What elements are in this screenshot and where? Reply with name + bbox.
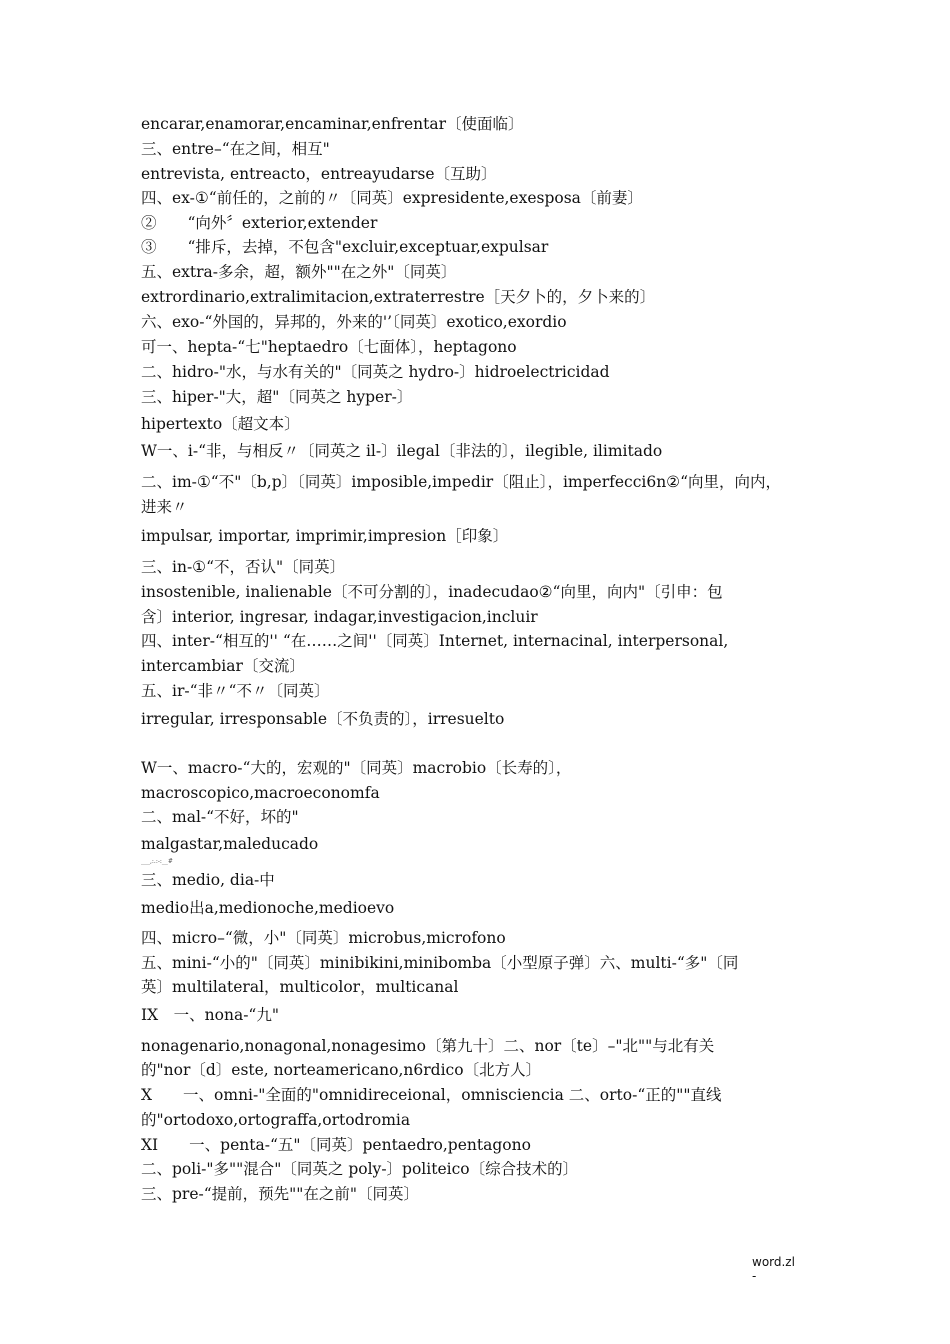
text-line: ② “向外〞exterior,extender [141,214,378,232]
text-line: 二、poli-"多""混合"〔同英之 poly-〕politeico〔综合技术的〕 [141,1160,579,1178]
text-line: 三、entre–“在之间，相互" [141,140,330,158]
text-line: impulsar, importar, imprimir,impresion［印象〕 [141,527,509,545]
text-line: insostenible, inalienable〔不可分割的〕，inadecudao②“向里，向内"〔引申：包 [141,583,723,601]
footer-line: - [752,1269,757,1283]
text-line: X 一、omni-"全面的"omnidireceional，omnisciencia 二、orto-“正的""直线 [141,1086,722,1104]
text-line: nonagenario,nonagonal,nonagesimo〔第九十〕二、nor〔te〕–"北""与北有关 [141,1037,715,1055]
text-line: 可一、hepta-“七"heptaedro〔七面体〕，heptagono [141,338,517,356]
footer-watermark [752,1255,795,1283]
text-line: 的"ortodoxo,ortograffa,ortodromia [141,1111,411,1129]
text-line: malgastar,maleducado [141,835,319,853]
text-line: medio出a,medionoche,medioevo [141,899,395,917]
text-line: 二、mal-“不好，坏的" [141,808,299,826]
text-line: 五、extra-多余，超，额外""在之外"〔同英〕 [141,263,457,281]
text-line: 六、exo-“外国的，异邦的，外来的'’〔同英〕exotico,exordio [141,313,567,331]
text-line: 四、inter-“相互的'' “在……之间''〔同英〕Internet, internacinal, interpersonal, [141,632,729,650]
text-line: 二、im-①“不"〔b,p〕〔同英〕imposible,impedir〔阻止〕，imperfecci6n②“向里，向内， [141,473,782,491]
text-line: XI 一、penta-“五"〔同英〕pentaedro,pentagono [141,1136,531,1154]
text-line: hipertexto〔超文本〕 [141,415,300,433]
text-line: 四、micro–“微，小"〔同英〕microbus,microfono [141,929,506,947]
text-line: 二、hidro-"水，与水有关的"〔同英之 hydro-〕hidroelectricidad [141,363,610,381]
footer-line: word.zl [752,1255,795,1269]
text-line: 五、mini-“小的"〔同英〕minibikini,minibomba〔小型原子弹〕六、multi-“多"〔同 [141,954,739,972]
text-line: ③ “排斥，去掉，不包含"excluir,exceptuar,expulsar [141,238,549,256]
text-line: W一、i-“非，与相反〃〔同英之 il-〕ilegal〔非法的〕，ilegible, ilimitado [141,442,663,460]
text-line: 的"nor〔d〕este, norteamericano,n6rdico〔北方人〕 [141,1061,542,1079]
text-line: extrordinario,extralimitacion,extraterrestre［天夕卜的，夕卜来的〕 [141,288,656,306]
text-line: ___,:.:-:__# [141,858,173,865]
text-line: 英〕multilateral，multicolor，multicanal [141,978,459,996]
text-line: 四、ex-①“前任的，之前的〃〔同英〕expresidente,exesposa〔前妻〕 [141,189,643,207]
text-line: 三、pre-“提前，预先""在之前"〔同英〕 [141,1185,420,1203]
text-line: macroscopico,macroeconomfa [141,784,380,802]
text-line: W一、macro-“大的，宏观的"〔同英〕macrobio〔长寿的〕， [141,759,572,777]
text-line: 进来〃 [141,498,188,516]
text-line: 五、ir-“非〃“不〃〔同英〕 [141,682,330,700]
text-line: 三、medio, dia-中 [141,871,275,889]
text-line: IX 一、nona-“九" [141,1006,279,1024]
text-line: irregular, irresponsable〔不负责的〕，irresuelto [141,710,505,728]
text-line: 含〕interior, ingresar, indagar,investigacion,incluir [141,608,538,626]
text-line: entrevista, entreacto，entreayudarse〔互助〕 [141,165,497,183]
text-line: encarar,enamorar,encaminar,enfrentar〔使面临〕 [141,115,524,133]
text-line: 三、in-①“不，否认"〔同英〕 [141,558,346,576]
text-line: intercambiar〔交流〕 [141,657,305,675]
text-line: 三、hiper-"大，超"〔同英之 hyper-〕 [141,388,413,406]
